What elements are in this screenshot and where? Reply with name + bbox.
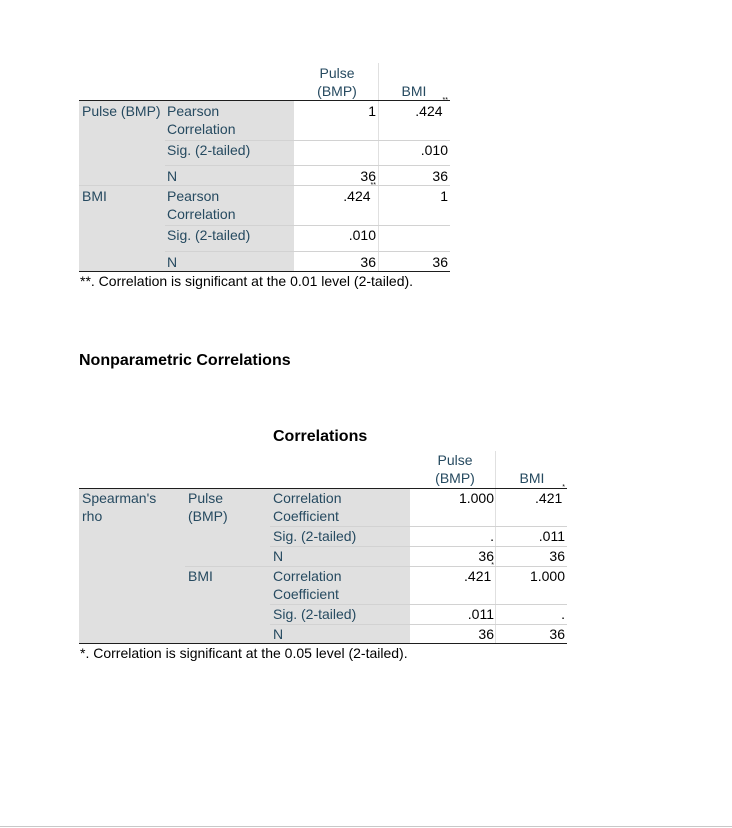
table-footnote: *. Correlation is significant at the 0.05 level (2-tailed). [80, 645, 408, 661]
header-rule [79, 100, 450, 101]
cell-value: 1 [440, 188, 448, 204]
row-rule [165, 165, 450, 166]
cell-value: 1.000 [458, 490, 494, 506]
cell-value: 36 [478, 626, 494, 642]
table-footnote: **. Correlation is significant at the 0.01 level (2-tailed). [80, 273, 414, 289]
cell-value: . [561, 606, 565, 622]
col-header-pulse: Pulse (BMP) [435, 452, 475, 486]
row-stat-label: N [167, 168, 178, 184]
row-stat-label: Pearson Correlation [167, 188, 236, 222]
row-stat-label: Sig. (2-tailed) [273, 528, 357, 544]
row-stat-label: Correlation Coefficient [273, 490, 342, 524]
row-stat-label: Sig. (2-tailed) [167, 227, 251, 243]
row-stat-label: N [273, 548, 284, 564]
cell-value: .010 [420, 142, 448, 158]
cell-value: . [490, 528, 494, 544]
row-rule [165, 251, 450, 252]
cell-value: 36 [478, 548, 494, 564]
cell-value: 36 [360, 168, 376, 184]
col-header-pulse: Pulse (BMP) [317, 65, 357, 99]
page-bottom-divider [0, 826, 732, 827]
cell-value: .424** [343, 182, 376, 204]
group-label: Spearman's rho [82, 490, 157, 524]
col-header-bmi: BMI [401, 83, 427, 99]
row-var-bmi: BMI [82, 188, 107, 204]
column-divider [495, 451, 496, 643]
cell-value: .011 [467, 606, 494, 622]
row-stat-label: Correlation Coefficient [273, 568, 342, 602]
row-stat-label: Pearson Correlation [167, 103, 236, 137]
cell-value: .421* [535, 484, 565, 506]
row-var-pulse: Pulse (BMP) [188, 490, 228, 524]
row-rule [79, 185, 450, 186]
column-divider [378, 63, 379, 271]
cell-value: .421* [464, 562, 494, 584]
cell-value: 36 [549, 548, 565, 564]
cell-value: 1 [368, 103, 376, 119]
col-header-bmi: BMI [519, 470, 545, 486]
section-heading: Nonparametric Correlations [79, 352, 291, 369]
cell-value: 36 [360, 254, 376, 270]
row-stat-label: N [167, 254, 178, 270]
cell-value: 36 [432, 254, 448, 270]
cell-value: 36 [432, 168, 448, 184]
table-title: Correlations [273, 428, 368, 445]
row-stat-label: N [273, 626, 284, 642]
cell-value: .424** [415, 97, 448, 119]
row-var-bmi: BMI [188, 568, 213, 584]
row-var-pulse: Pulse (BMP) [82, 103, 161, 119]
cell-value: .011 [538, 528, 565, 544]
cell-value: 36 [549, 626, 565, 642]
row-stat-label: Sig. (2-tailed) [273, 606, 357, 622]
cell-value: .010 [348, 227, 376, 243]
row-stat-label: Sig. (2-tailed) [167, 142, 251, 158]
cell-value: 1.000 [529, 568, 565, 584]
